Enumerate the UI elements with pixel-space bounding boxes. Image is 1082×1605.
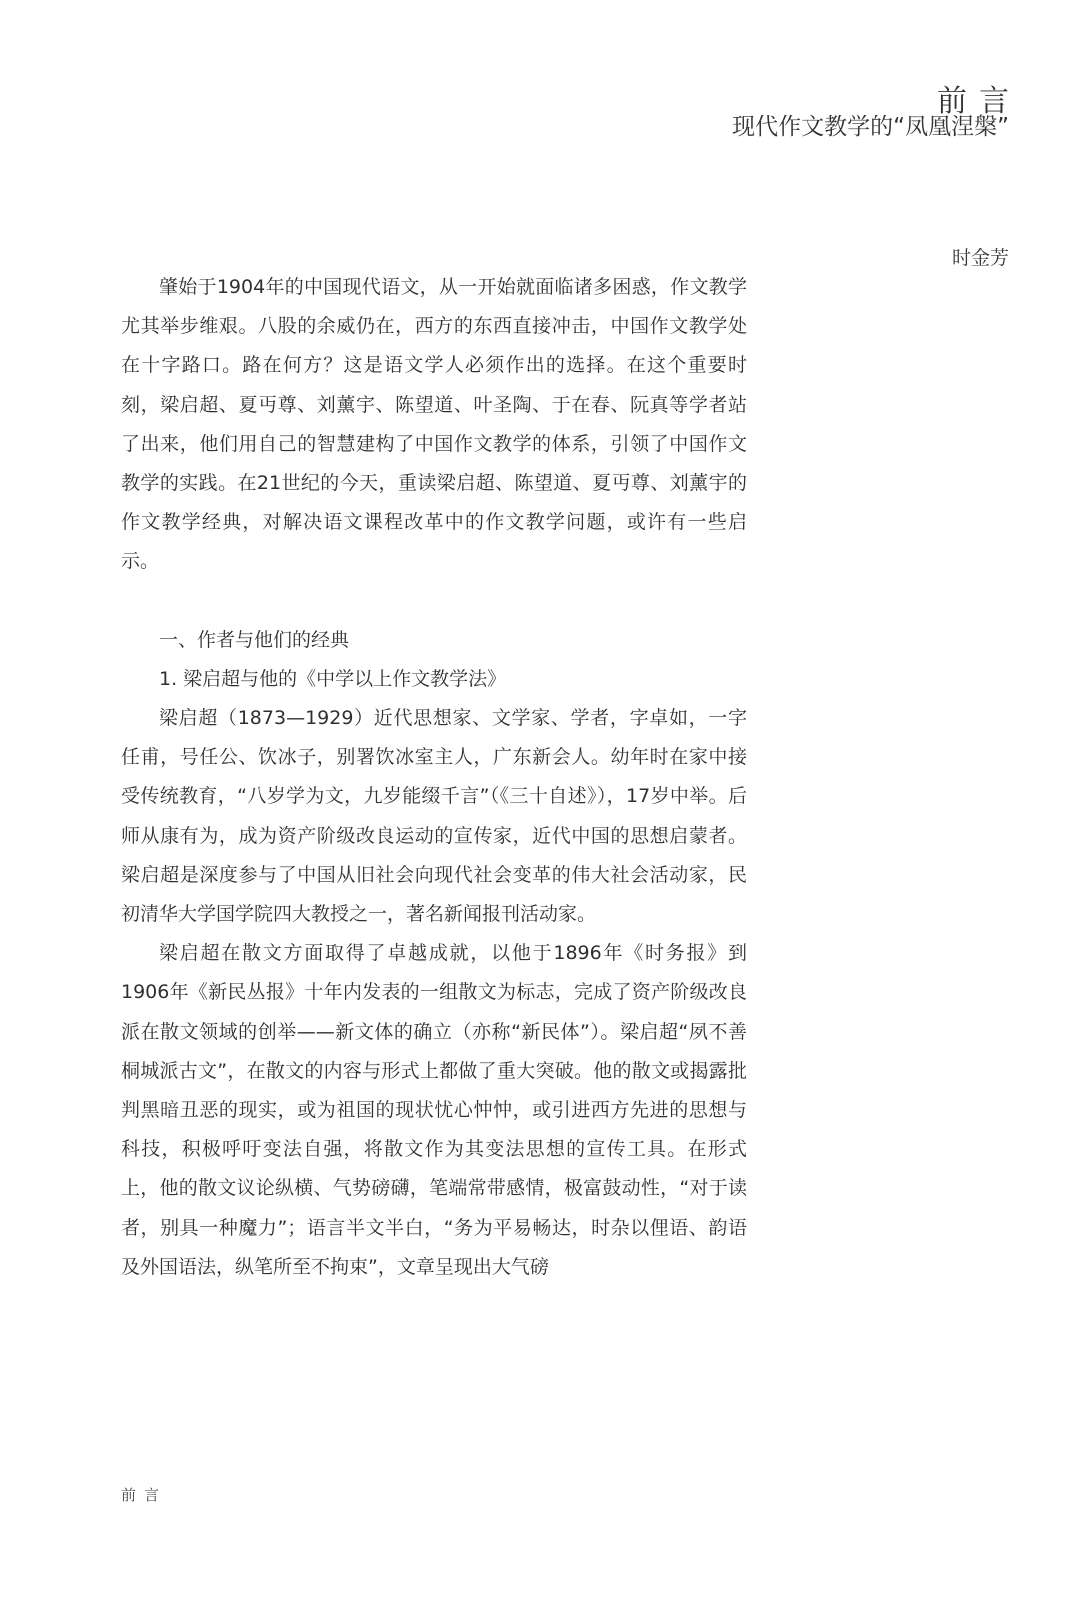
paragraph-2: 梁启超在散文方面取得了卓越成就，以他于1896年《时务报》到1906年《新民丛报》十年内发表的一组散文为标志，完成了资产阶级改良派在散文领域的创举——新文体的确立（亦称“新民体”）。梁启超“夙不善桐城派古文”，在散文的内容与形式上都做了重大突破。他的散文或揭露批判黑暗丑恶的现实，或为祖国的现状忧心忡忡，或引进西方先进的思想与科技，积极呼吁变法自强，将散文作为其变法思想的宣传工具。在形式上，他的散文议论纵横、气势磅礴，笔端常带感情，极富鼓动性，“对于读者，别具一种魔力”；语言半文半白，“务为平易畅达，时杂以俚语、韵语及外国语法，纵笔所至不拘束”，文章呈现出大气磅	[121, 942, 747, 1278]
section-gap	[121, 582, 747, 621]
section-heading: 一、作者与他们的经典	[159, 628, 350, 651]
body-text	[121, 268, 747, 1287]
author-name: 时金芳	[951, 247, 1009, 269]
chapter-subtitle: 现代作文教学的“凤凰涅槃”	[732, 114, 1009, 140]
page-footer: 前言	[121, 1486, 168, 1504]
paragraph-1: 梁启超（1873—1929）近代思想家、文学家、学者，字卓如，一字任甫，号任公、饮冰子，别署饮冰室主人，广东新会人。幼年时在家中接受传统教育，“八岁学为文，九岁能缀千言”（《三十自述》），17岁中举。后师从康有为，成为资产阶级改良运动的宣传家，近代中国的思想启蒙者。梁启超是深度参与了中国从旧社会向现代社会变革的伟大社会活动家，民初清华大学国学院四大教授之一，著名新闻报刊活动家。	[121, 707, 747, 926]
subsection-heading: 1. 梁启超与他的《中学以上作文教学法》	[159, 667, 507, 690]
intro-paragraph: 肇始于1904年的中国现代语文，从一开始就面临诸多困惑，作文教学尤其举步维艰。八股的余威仍在，西方的东西直接冲击，中国作文教学处在十字路口。路在何方？这是语文学人必须作出的选择。在这个重要时刻，梁启超、夏丏尊、刘薰宇、陈望道、叶圣陶、于在春、阮真等学者站了出来，他们用自己的智慧建构了中国作文教学的体系，引领了中国作文教学的实践。在21世纪的今天，重读梁启超、陈望道、夏丏尊、刘薰宇的作文教学经典，对解决语文课程改革中的作文教学问题，或许有一些启示。	[121, 276, 747, 573]
chapter-title: 前言	[937, 84, 1021, 120]
